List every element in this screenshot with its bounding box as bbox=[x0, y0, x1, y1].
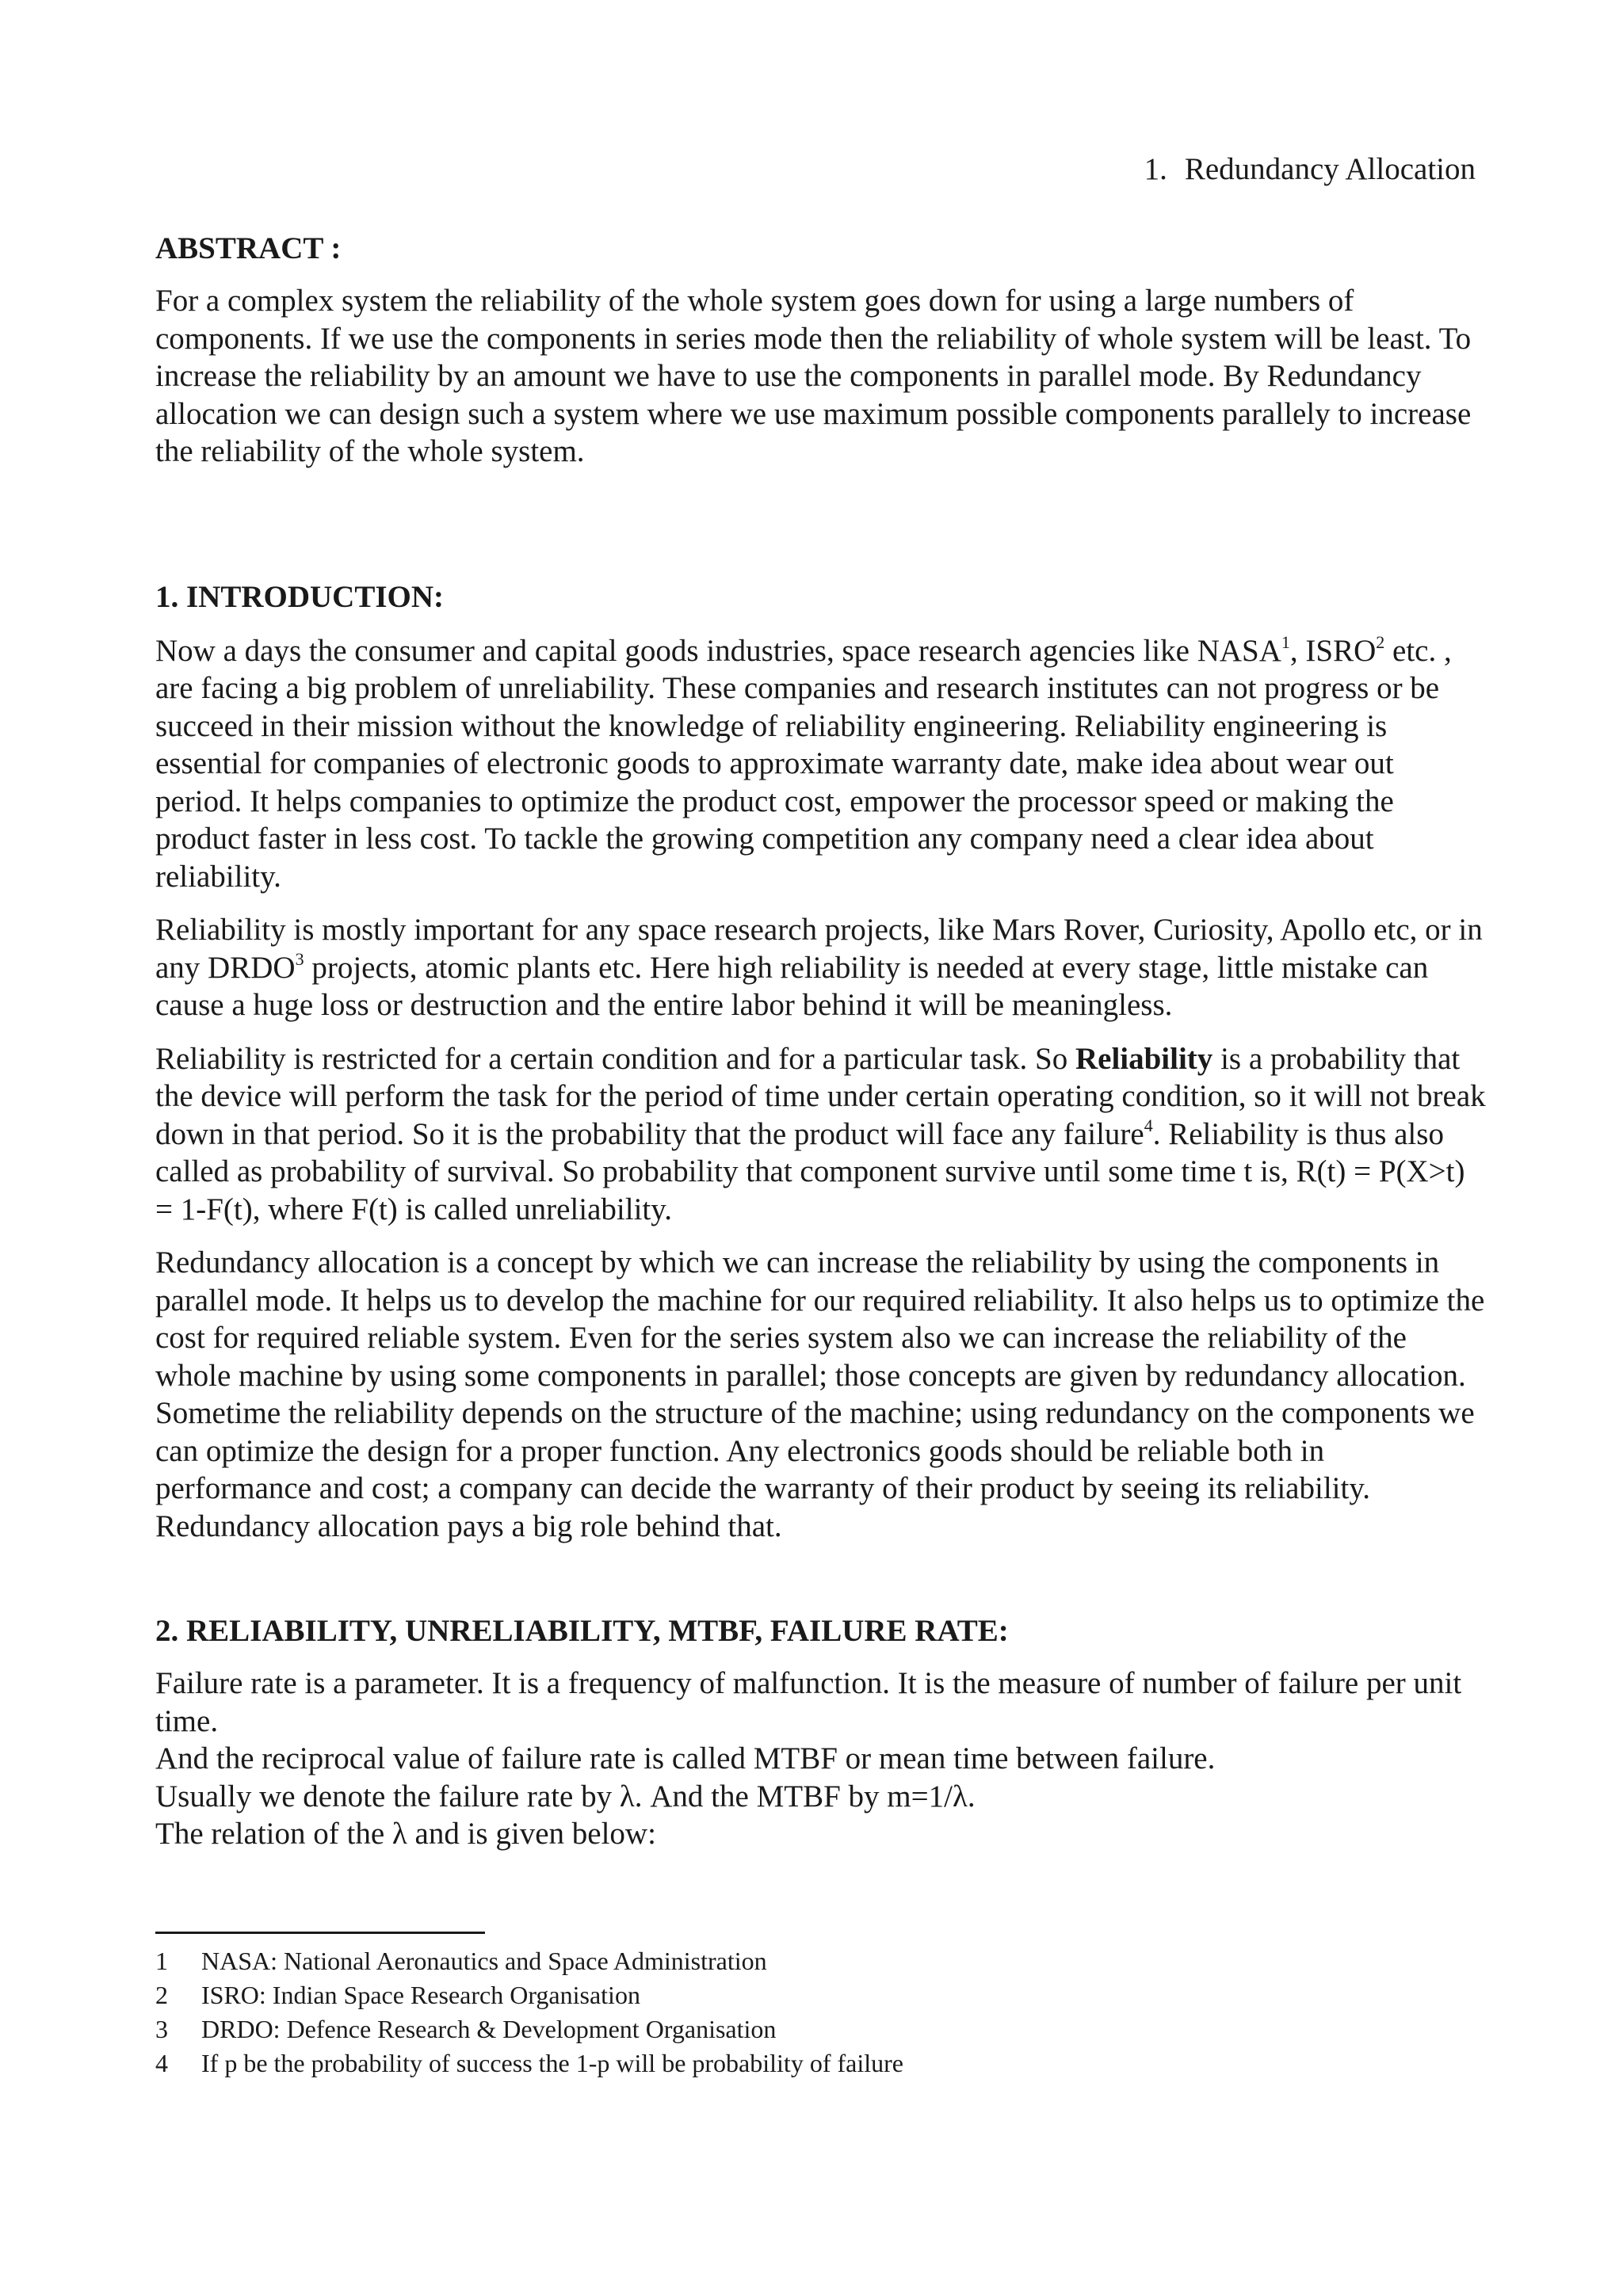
footnote-item bbox=[155, 1944, 903, 1978]
intro-p3-text-b: is a probability that the device will perform the task for the period of time under certain operating condition, so it will not break down in that period. So it is the probability that the product will face any failure bbox=[155, 1041, 1486, 1151]
header-section-title: Redundancy Allocation bbox=[1184, 152, 1476, 186]
main-content bbox=[155, 230, 1487, 1853]
intro-paragraph-2 bbox=[155, 911, 1487, 1024]
footnote-ref-1: 1 bbox=[1281, 631, 1290, 652]
footnotes bbox=[155, 1944, 903, 2081]
running-header bbox=[1144, 151, 1476, 189]
footnote-item bbox=[155, 2012, 903, 2046]
footnote-text: If p be the probability of success the 1-p will be probability of failure bbox=[201, 2049, 903, 2077]
intro-p3-text-a: Reliability is restricted for a certain condition and for a particular task. So bbox=[155, 1041, 1075, 1076]
intro-paragraph-4: Redundancy allocation is a concept by which we can increase the reliability by using the components in parallel mode. It helps us to develop the machine for our required reliability. It also helps us to optimize the cost for required reliable system. Even for the series system also we can increase the reliability of the whole machine by using some components in parallel; those concepts are given by redundancy allocation. Sometime the reliability depends on the structure of the machine; using redundancy on the components we can optimize the design for a proper function. Any electronics goods should be reliable both in performance and cost; a company can decide the warranty of their product by seeing its reliability. Redundancy allocation pays a big role behind that. bbox=[155, 1245, 1485, 1543]
footnote-ref-4: 4 bbox=[1144, 1115, 1153, 1135]
intro-p1-text-b: , ISRO bbox=[1289, 633, 1377, 668]
footnote-separator bbox=[155, 1932, 485, 1934]
footnote-text: NASA: National Aeronautics and Space Administration bbox=[201, 1947, 767, 1975]
introduction-heading: 1. INTRODUCTION: bbox=[155, 579, 445, 614]
intro-paragraph-1 bbox=[155, 632, 1487, 896]
footnote-number: 1 bbox=[155, 1947, 168, 1975]
abstract-heading: ABSTRACT : bbox=[155, 231, 342, 265]
intro-p2-text-a: Reliability is mostly important for any space research projects, like Mars Rover, Curiosity, Apollo etc, or in any DRDO bbox=[155, 913, 1483, 985]
section-2-body bbox=[155, 1665, 1487, 1853]
footnote-item bbox=[155, 1978, 903, 2012]
footnote-text: ISRO: Indian Space Research Organisation bbox=[201, 1981, 640, 2009]
footnote-ref-2: 2 bbox=[1376, 631, 1385, 652]
intro-paragraph-3 bbox=[155, 1040, 1487, 1229]
intro-p1-text-c: etc. , are facing a big problem of unreliability. These companies and research institutes can not progress or be succeed in their mission without the knowledge of reliability engineering. Reliability engineering is essential for companies of electronic goods to approximate warranty date, make idea about wear out period. It helps companies to optimize the product cost, empower the processor speed or making the product faster in less cost. To tackle the growing competition any company need a clear idea about reliability. bbox=[155, 633, 1452, 894]
section-2-line-2: And the reciprocal value of failure rate is called MTBF or mean time between failure. bbox=[155, 1741, 1216, 1775]
abstract-paragraph: For a complex system the reliability of the whole system goes down for using a large numbers of components. If we use the components in series mode then the reliability of whole system will be least. To increase the reliability by an amount we have to use the components in parallel mode. By Redundancy allocation we can design such a system where we use maximum possible components parallely to increase the reliability of the whole system. bbox=[155, 284, 1472, 468]
intro-p1-text-a: Now a days the consumer and capital goods industries, space research agencies like NASA bbox=[155, 633, 1281, 668]
header-section-number: 1. bbox=[1144, 152, 1167, 186]
intro-p2-text-b: projects, atomic plants etc. Here high reliability is needed at every stage, little mistake can cause a huge loss or destruction and the entire labor behind it will be meaningless. bbox=[155, 950, 1429, 1022]
section-2-heading: 2. RELIABILITY, UNRELIABILITY, MTBF, FAILURE RATE: bbox=[155, 1614, 1009, 1648]
footnote-number: 3 bbox=[155, 2015, 168, 2043]
section-2-line-3: Usually we denote the failure rate by λ. And the MTBF by m=1/λ. bbox=[155, 1779, 976, 1814]
footnote-item bbox=[155, 2046, 903, 2081]
footnote-ref-3: 3 bbox=[295, 948, 304, 969]
section-2-line-4: The relation of the λ and is given below: bbox=[155, 1817, 656, 1851]
section-2-line-1: Failure rate is a parameter. It is a frequency of malfunction. It is the measure of number of failure per unit time. bbox=[155, 1666, 1462, 1738]
footnote-number: 4 bbox=[155, 2049, 168, 2077]
intro-p3-text-c: . Reliability is thus also called as probability of survival. So probability that component survive until some time t is, R(t) = P(X>t) = 1-F(t), where F(t) is called unreliability. bbox=[155, 1116, 1465, 1226]
reliability-bold-term: Reliability bbox=[1075, 1041, 1213, 1076]
footnote-text: DRDO: Defence Research & Development Organisation bbox=[201, 2015, 777, 2043]
footnote-number: 2 bbox=[155, 1981, 168, 2009]
